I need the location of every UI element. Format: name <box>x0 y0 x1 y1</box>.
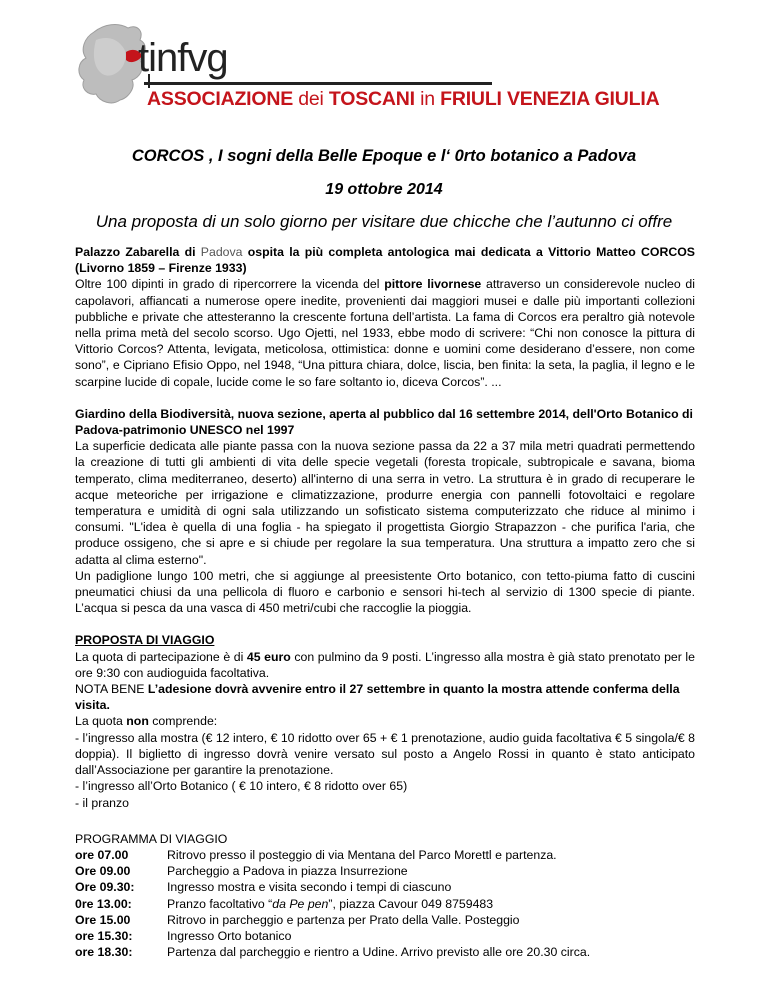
section-garden-heading: Giardino della Biodiversità, nuova sezione, aperta al pubblico dal 16 settembre 2014, dell'Orto Botanico di Padova-patrimonio UNESCO nel 1997 <box>75 406 693 438</box>
schedule-row: Ore 09.00 Parcheggio a Padova in piazza Insurrezione <box>75 864 408 879</box>
proposal-note: NOTA BENE L’adesione dovrà avvenire entro il 27 settembre in quanto la mostra attende conferma della visita. <box>75 682 680 713</box>
logo-assoc: ASSOCIAZIONE <box>147 88 294 110</box>
section-corcos-text: Oltre 100 dipinti in grado di ripercorrere la vicenda del pittore livornese attraverso un considerevole nucleo di capolavori, affiancati a numerose opere inedite, provenienti dai maggiori musei e dalle più importanti collezioni pubbliche e private che attesteranno la crescente fortuna dell’artista. La fama di Corcos era peraltro già notevole nella prima metà del secolo scorso. Ugo Ojetti, nel 1933, ebbe modo di scrivere: “Chi non conosce la pittura di Vittorio Corcos? Attenta, levigata, meticolosa, ottimistica: donne e uomini come desiderano d’essere, non come sono”, e Cipriano Efisio Oppo, nel 1948, “Una pittura chiara, dolce, liscia, ben finita: la seta, la paglia, il legno e le scarpine lucide di copale, lucide come le so fare soltanto io, diceva Corcos”. ... <box>75 277 696 389</box>
tuscany-map-logo-icon <box>66 18 496 130</box>
document-body <box>75 244 695 960</box>
section-garden-text-2: Un padiglione lungo 100 metri, che si aggiunge al preesistente Orto botanico, con tetto-piuma fatto di cuscini pneumatici chiusi da una pellicola di fluoro e carbonio e sensori hi-tech al servizio di 1300 specie di piante. L’acqua si pesca da una vasca di 450 metri/cubi che raccoglie la pioggia. <box>75 568 695 616</box>
logo-mark: tinfvg <box>138 36 228 80</box>
program-schedule <box>75 847 695 960</box>
logo-region: FRIULI VENEZIA GIULIA <box>440 88 660 110</box>
schedule-row: 0re 13.00: Pranzo facoltativo “da Pe pen”, piazza Cavour 049 8759483 <box>75 896 494 911</box>
logo-dei: dei <box>298 88 324 110</box>
document-title: CORCOS , I sogni della Belle Epoque e l‘ 0rto botanico a Padova <box>131 147 637 165</box>
schedule-row: Ore 09.30: Ingresso mostra e visita secondo i tempi di ciascuno <box>75 880 452 895</box>
association-name <box>147 88 659 111</box>
document-subtitle: Una proposta di un solo giorno per visitare due chicche che l’autunno ci offre <box>95 212 673 231</box>
proposal-heading: PROPOSTA DI VIAGGIO <box>75 633 215 648</box>
schedule-row: ore 07.00 Ritrovo presso il posteggio di via Mentana del Parco Morettl e partenza. <box>75 847 557 862</box>
schedule-row: ore 15.30: Ingresso Orto botanico <box>75 928 292 943</box>
exclude-item-exhibition: - l’ingresso alla mostra (€ 12 intero, € 10 ridotto over 65 + € 1 prenotazione, audio guida facoltativa € 5 singola/€ 8 doppia). Il biglietto di ingresso dovrà venire versato sul posto a Angelo Rossi in quanto è stato anticipato dall’Associazione per garantire la prenotazione. <box>75 730 695 778</box>
exclude-item-lunch: - il pranzo <box>75 795 129 810</box>
section-garden-text-1: La superficie dedicata alle piante passa con la nuova sezione passa da 22 a 37 mila metri quadrati permettendo la creazione di tutti gli ambienti di vita delle specie vegetali (foresta tropicale, subtropicale e savana, bioma temperato, clima mediterraneo, deserto) all'interno di una serra in vetro. La struttura è in grado di recuperare le acque meteoriche per irrigazione e climatizzazione, produrre energia con pannelli fotovoltaici e regolare temperatura e umidità di ogni sala utilizzando un sofisticato sistema computerizzato che riduce al minimo i consumi. "L'idea è quella di una foglia - ha spiegato il progettista Giorgio Strapazzon - che purifica l'aria, che produce ossigeno, che si apre e si chiude per regolare la sua temperatura. Una struttura a impatto zero che si adatta al clima esterno". <box>75 439 695 567</box>
program-heading: PROGRAMMA DI VIAGGIO <box>75 831 228 846</box>
logo-toscani: TOSCANI <box>328 88 415 110</box>
proposal-price: La quota di partecipazione è di 45 euro con pulmino da 9 posti. L’ingresso alla mostra è già stato prenotato per le ore 9:30 con audioguida facoltativa. <box>75 649 695 680</box>
schedule-row: Ore 15.00 Ritrovo in parcheggio e partenza per Prato della Valle. Posteggio <box>75 912 520 927</box>
exclude-item-garden: - l’ingresso all’Orto Botanico ( € 10 intero, € 8 ridotto over 65) <box>75 779 408 794</box>
schedule-row: ore 18.30: Partenza dal parcheggio e rientro a Udine. Arrivo previsto alle ore 20.30 circa. <box>75 945 591 960</box>
logo-in: in <box>420 88 435 110</box>
section-corcos-heading: Palazzo Zabarella di Padova ospita la più completa antologica mai dedicata a Vittorio Matteo CORCOS (Livorno 1859 – Firenze 1933) <box>75 245 695 276</box>
association-logo <box>66 18 496 130</box>
proposal-excludes: La quota non comprende: <box>75 714 218 729</box>
event-date: 19 ottobre 2014 <box>325 181 443 198</box>
